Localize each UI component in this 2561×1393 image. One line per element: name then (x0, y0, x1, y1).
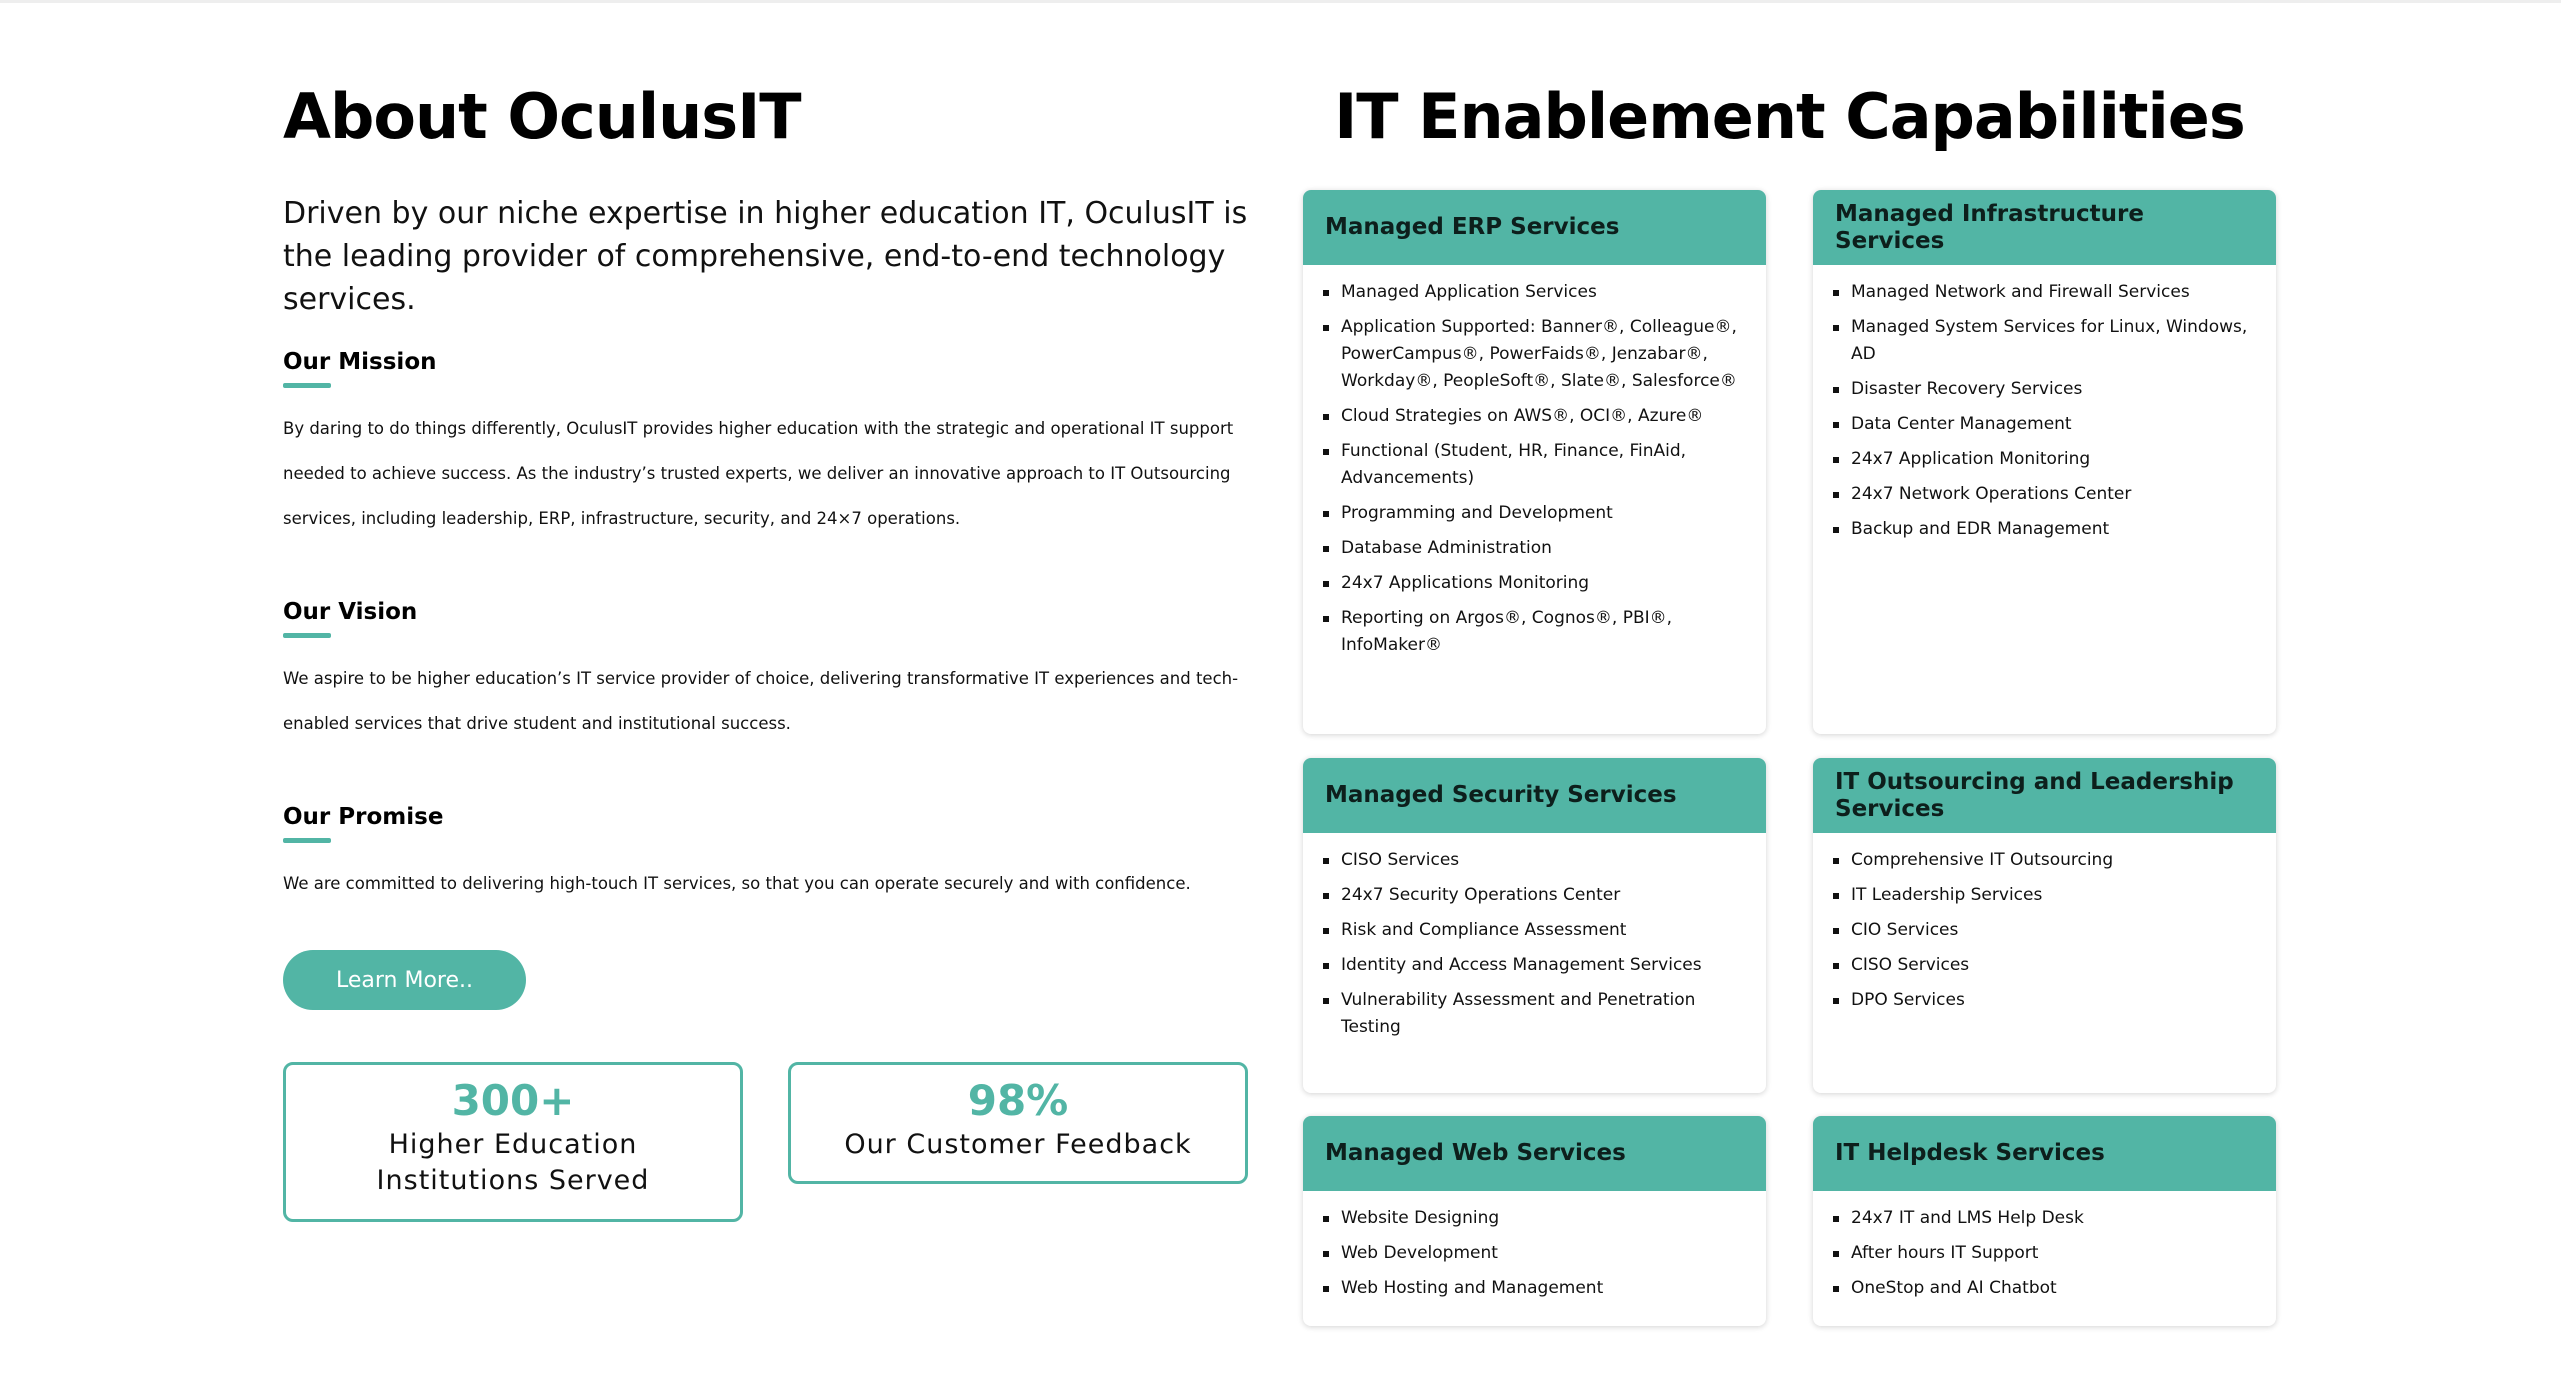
list-item: Data Center Management (1851, 411, 2256, 438)
list-item: 24x7 Network Operations Center (1851, 481, 2256, 508)
top-divider (0, 0, 2561, 3)
list-item: CIO Services (1851, 917, 2256, 944)
mission-heading-b: Mission (338, 349, 437, 375)
learn-more-button[interactable]: Learn More.. (283, 950, 526, 1010)
list-item: CISO Services (1341, 847, 1746, 874)
vision-underline (283, 633, 331, 638)
promise-text: We are committed to delivering high-touch IT services, so that you can operate securely and with confidence. (283, 874, 1191, 893)
mission-underline (283, 383, 331, 388)
list-item: IT Leadership Services (1851, 882, 2256, 909)
list-item: Disaster Recovery Services (1851, 376, 2256, 403)
vision-text: We aspire to be higher education’s IT service provider of choice, delivering transformative IT experiences and tech-enabled services that drive student and institutional success. (283, 669, 1239, 733)
card-list (1813, 847, 2276, 1014)
promise-block (283, 802, 1263, 906)
list-item: Web Hosting and Management (1341, 1275, 1746, 1302)
list-item: Risk and Compliance Assessment (1341, 917, 1746, 944)
card-it-outsourcing-leadership (1813, 758, 2276, 1093)
card-list (1813, 1205, 2276, 1302)
card-title: Managed Security Services (1303, 758, 1766, 833)
card-managed-erp (1303, 190, 1766, 734)
list-item: Managed Application Services (1341, 279, 1746, 306)
stat-card-feedback (788, 1062, 1248, 1184)
list-item: CISO Services (1851, 952, 2256, 979)
list-item: DPO Services (1851, 987, 2256, 1014)
card-title: Managed Web Services (1303, 1116, 1766, 1191)
card-title: IT Helpdesk Services (1813, 1116, 2276, 1191)
list-item: Vulnerability Assessment and Penetration Testing (1341, 987, 1746, 1041)
list-item: 24x7 Application Monitoring (1851, 446, 2256, 473)
card-list (1303, 279, 1766, 659)
list-item: Website Designing (1341, 1205, 1746, 1232)
list-item: Cloud Strategies on AWS®, OCI®, Azure® (1341, 403, 1746, 430)
card-it-helpdesk (1813, 1116, 2276, 1326)
list-item: OneStop and AI Chatbot (1851, 1275, 2256, 1302)
list-item: Identity and Access Management Services (1341, 952, 1746, 979)
mission-heading-a: Our (283, 349, 339, 375)
list-item: Managed Network and Firewall Services (1851, 279, 2256, 306)
card-title: Managed ERP Services (1303, 190, 1766, 265)
promise-heading-a: Our (283, 804, 339, 830)
promise-underline (283, 838, 331, 843)
promise-heading-b: Promise (338, 804, 444, 830)
promise-heading (283, 802, 1263, 832)
mission-heading (283, 347, 1263, 377)
list-item: Managed System Services for Linux, Windows, AD (1851, 314, 2256, 368)
capabilities-title: IT Enablement Capabilities (1334, 80, 2245, 153)
vision-heading-a: Our (283, 599, 339, 625)
mission-text: By daring to do things differently, OculusIT provides higher education with the strategic and operational IT support needed to achieve success. As the industry’s trusted experts, we deliver an innovative approach to IT Outsourcing services, including leadership, ERP, infrastructure, security, and 24×7 operations. (283, 419, 1234, 528)
list-item: Database Administration (1341, 535, 1746, 562)
list-item: Web Development (1341, 1240, 1746, 1267)
list-item: Programming and Development (1341, 500, 1746, 527)
stat-card-institutions (283, 1062, 743, 1222)
about-title: About OculusIT (283, 80, 801, 153)
vision-heading (283, 597, 1263, 627)
stat-label: Higher Education Institutions Served (376, 1129, 650, 1196)
stat-number: 98% (967, 1076, 1069, 1125)
about-section (283, 80, 1263, 1222)
vision-block (283, 597, 1263, 746)
card-managed-web (1303, 1116, 1766, 1326)
card-title: IT Outsourcing and Leadership Services (1813, 758, 2276, 833)
list-item: 24x7 IT and LMS Help Desk (1851, 1205, 2256, 1232)
list-item: Functional (Student, HR, Finance, FinAid, Advancements) (1341, 438, 1746, 492)
stats-row (283, 1062, 1263, 1222)
card-managed-security (1303, 758, 1766, 1093)
stat-number: 300+ (451, 1076, 575, 1125)
list-item: Application Supported: Banner®, Colleague®, PowerCampus®, PowerFaids®, Jenzabar®, Workday®, PeopleSoft®, Slate®, Salesforce® (1341, 314, 1746, 395)
about-lead-text: Driven by our niche expertise in higher education IT, OculusIT is the leading provider of comprehensive, end-to-end technology services. (283, 196, 1248, 317)
mission-block (283, 347, 1263, 541)
list-item: 24x7 Security Operations Center (1341, 882, 1746, 909)
list-item: Reporting on Argos®, Cognos®, PBI®, InfoMaker® (1341, 605, 1746, 659)
vision-heading-b: Vision (338, 599, 418, 625)
list-item: Backup and EDR Management (1851, 516, 2256, 543)
card-title: Managed Infrastructure Services (1813, 190, 2276, 265)
card-managed-infrastructure (1813, 190, 2276, 734)
list-item: After hours IT Support (1851, 1240, 2256, 1267)
card-list (1303, 847, 1766, 1041)
list-item: Comprehensive IT Outsourcing (1851, 847, 2256, 874)
list-item: 24x7 Applications Monitoring (1341, 570, 1746, 597)
card-list (1303, 1205, 1766, 1302)
card-list (1813, 279, 2276, 543)
capabilities-section (1303, 80, 2276, 1298)
stat-label: Our Customer Feedback (844, 1129, 1192, 1160)
